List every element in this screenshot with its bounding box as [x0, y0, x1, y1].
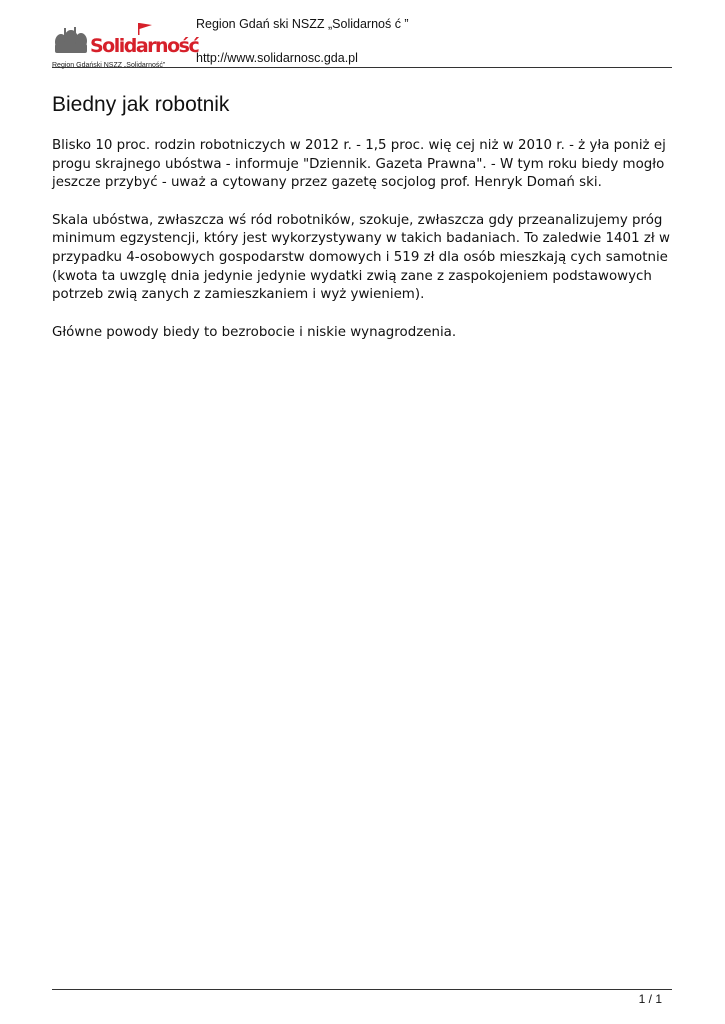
article-paragraph-1: Blisko 10 proc. rodzin robotniczych w 2012 r. - 1,5 proc. wię cej niż w 2010 r. - ż yła poniż ej progu skrajnego ubóstwa - informuje "Dziennik. Gazeta Prawna". - W tym roku biedy mogło jeszcze przybyć - uważ a cytowany przez gazetę socjolog prof. Henryk Domań ski. [52, 138, 666, 191]
logo-crowd-icon [55, 27, 87, 53]
logo-graphic [52, 22, 199, 60]
logo-caption: Region Gdański NSZZ „Solidarność” [52, 62, 166, 69]
page-header [52, 14, 672, 68]
article-title: Biedny jak robotnik [52, 93, 230, 116]
logo-flag-icon [138, 23, 152, 35]
header-url[interactable]: http://www.solidarnosc.gda.pl [196, 51, 358, 65]
page-number: 1 / 1 [638, 992, 662, 1006]
footer-divider [52, 989, 672, 990]
header-divider [52, 67, 672, 68]
article [52, 92, 692, 361]
article-paragraph-3: Główne powody biedy to bezrobocie i niskie wynagrodzenia. [52, 324, 457, 340]
logo-wordmark: Solidarność [90, 35, 199, 57]
article-paragraph-2: Skala ubóstwa, zwłaszcza wś ród robotników, szokuje, zwłaszcza gdy przeanalizujemy próg minimum egzystencji, który jest wykorzystywany w takich badaniach. To zaledwie 1401 zł w przypadku 4-osobowych gospodarstw domowych i 519 zł dla osób mieszkają cych samotnie (kwota ta uwzglę dnia jedynie jedynie wydatki zwią zane z zaspokojeniem podstawowych potrzeb zwią zanych z zamieszkaniem i wyż ywieniem). [52, 212, 670, 303]
solidarnosc-logo [52, 22, 199, 69]
header-title: Region Gdań ski NSZZ „Solidarnoś ć ” [196, 17, 409, 31]
